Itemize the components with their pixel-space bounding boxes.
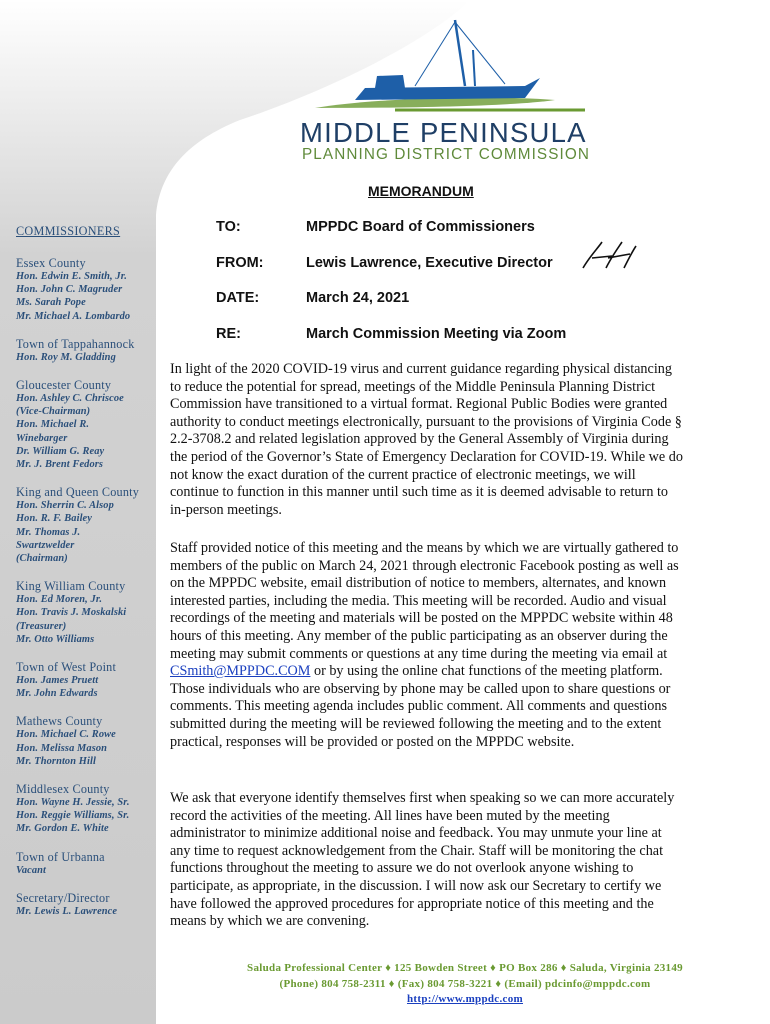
group-name: King and Queen County [16,485,140,500]
commissioner-name: Mr. Lewis L. Lawrence [16,905,118,917]
commissioner-name: Ms. Sarah Pope [16,297,86,309]
memo-title: MEMORANDUM [368,183,474,199]
email-link[interactable]: CSmith@MPPDC.COM [170,663,311,680]
commissioners-heading: COMMISSIONERS [16,224,121,238]
group-name: Town of Tappahannock [16,336,135,351]
commissioner-group [16,850,156,877]
commissioners-sidebar [16,224,156,932]
commissioner-name: Mr. Otto Williams [16,633,95,645]
commissioner-name: Hon. Melissa Mason [16,742,108,754]
commissioner-name: Hon. Ashley C. Chriscoe [16,393,124,405]
commissioner-group [16,782,156,836]
commissioner-name: Mr. Thomas J. [16,526,81,538]
group-name: Secretary/Director [16,890,110,905]
commissioner-name: Mr. Gordon E. White [16,823,109,835]
website-link[interactable]: http://www.mppdc.com [406,993,523,1005]
re-label: RE: [216,326,241,342]
commissioner-group [16,660,156,700]
commissioner-name: Mr. J. Brent Fedors [16,459,104,471]
group-name: King William County [16,579,126,594]
group-name: Mathews County [16,714,103,729]
commissioner-group [16,256,156,323]
group-name: Gloucester County [16,378,112,393]
paragraph-2-text-a: Staff provided notice of this meeting and the means by which we are virtually gathered to members of the public on March 24, 2021 through electronic Facebook posting as well as on the MPPDC website, email distribution of notice to members, alternates, and known interested parties, including the media. This meeting will be recorded. Audio and visual recordings of the meeting and materials will be posted on the MPPDC website within 48 hours of this meeting. Any member of the public participating as an observer during the meeting may submit comments or questions at any time during the meeting via email at [170,540,679,662]
commissioner-name: Mr. Michael A. Lombardo [16,310,131,322]
signature-icon [578,238,638,274]
date-value: March 24, 2021 [306,290,410,306]
to-value: MPPDC Board of Commissioners [306,219,535,235]
from-value: Lewis Lawrence, Executive Director [306,255,553,271]
commissioner-name: (Treasurer) [16,620,67,632]
commissioner-name: Hon. Edwin E. Smith, Jr. [16,271,127,282]
commissioner-name: Winebarger [16,432,68,444]
commissioner-groups [16,256,156,918]
commissioner-name: Mr. Thornton Hill [16,755,96,767]
commissioner-name: Hon. Sherrin C. Alsop [16,500,114,512]
commissioner-name: Hon. James Pruett [16,675,99,687]
commissioner-group [16,579,156,646]
commissioner-name: Hon. John C. Magruder [16,284,123,296]
footer-address: Saluda Professional Center ♦ 125 Bowden Street ♦ PO Box 286 ♦ Saluda, Virginia 23149 [247,962,683,974]
commissioner-name: Hon. Ed Moren, Jr. [16,594,103,606]
commissioner-name: Hon. Roy M. Gladding [16,351,116,363]
commissioner-group [16,378,156,471]
footer-url [160,993,770,1005]
re-value: March Commission Meeting via Zoom [306,326,567,342]
commissioner-name: Hon. Reggie Williams, Sr. [16,810,130,822]
commissioner-group [16,337,156,364]
commissioner-group [16,714,156,768]
paragraph-3: We ask that everyone identify themselves first when speaking so we can more accurately record the activities of the meeting. All lines have been muted by the meeting administrator to minimize additional noise and feedback. You may unmute your line at any time to request acknowledgement from the Chair. Staff will be monitoring the chat functions throughout the meeting to assure we do not overlook anyone wishing to participate, as appropriate, in the discussion. I will now ask our Secretary to certify we have followed the approved procedures for appropriate notice of this meeting and the means by which we are convening. [170,790,675,930]
commissioner-name: Hon. Wayne H. Jessie, Sr. [16,797,130,809]
paragraph-2 [170,540,685,751]
from-label: FROM: [216,255,264,271]
commissioner-name: Swartzwelder [16,539,75,551]
commissioner-name: Hon. R. F. Bailey [16,513,92,525]
org-name: MIDDLE PENINSULA [300,117,587,148]
commissioner-group [16,891,156,918]
footer-contact: (Phone) 804 758-2311 ♦ (Fax) 804 758-3221 ♦ (Email) pdcinfo@mppdc.com [279,978,651,990]
group-name: Essex County [16,256,86,270]
org-subtitle: PLANNING DISTRICT COMMISSION [302,146,591,163]
commissioner-name: (Vice-Chairman) [16,406,91,418]
date-label: DATE: [216,290,260,306]
group-name: Town of Urbanna [16,849,105,864]
commissioner-name: Dr. William G. Reay [16,445,105,457]
commissioner-name: Mr. John Edwards [16,688,98,700]
group-name: Town of West Point [16,660,117,675]
group-name: Middlesex County [16,782,110,797]
paragraph-1: In light of the 2020 COVID-19 virus and current guidance regarding physical distancing to reduce the potential for spread, meetings of the Middle Peninsula Planning District Commission have transitioned to a virtual format. Regional Public Bodies were granted authority to conduct meetings electronically, pursuant to the provisions of Virginia Code § 2.2-3708.2 and related legislation approved by the General Assembly of Virginia during the period of the Governor’s State of Emergency Declaration for COVID-19. While we do not know the exact duration of the current practice of electronic meetings, we will continue to function in this manner until such time as it is deemed advisable to return to in-person meetings. [170,361,683,518]
commissioner-name: Vacant [16,864,47,876]
commissioner-name: Hon. Michael C. Rowe [16,729,116,741]
commissioner-name: Hon. Travis J. Moskalski [16,607,127,619]
to-label: TO: [216,219,241,235]
commissioner-group [16,485,156,565]
commissioner-name: (Chairman) [16,553,68,565]
commissioner-name: Hon. Michael R. [16,419,90,431]
paragraph-2-text-b: or by using the online chat functions of the meeting platform. Those individuals who are observing by phone may be called upon to share questions or comments. This meeting agenda includes public comment. All comments and questions submitted during the meeting will be reviewed following the meeting and to the extent practical, responses will be provided or posted on the MPPDC website. [170,663,671,750]
